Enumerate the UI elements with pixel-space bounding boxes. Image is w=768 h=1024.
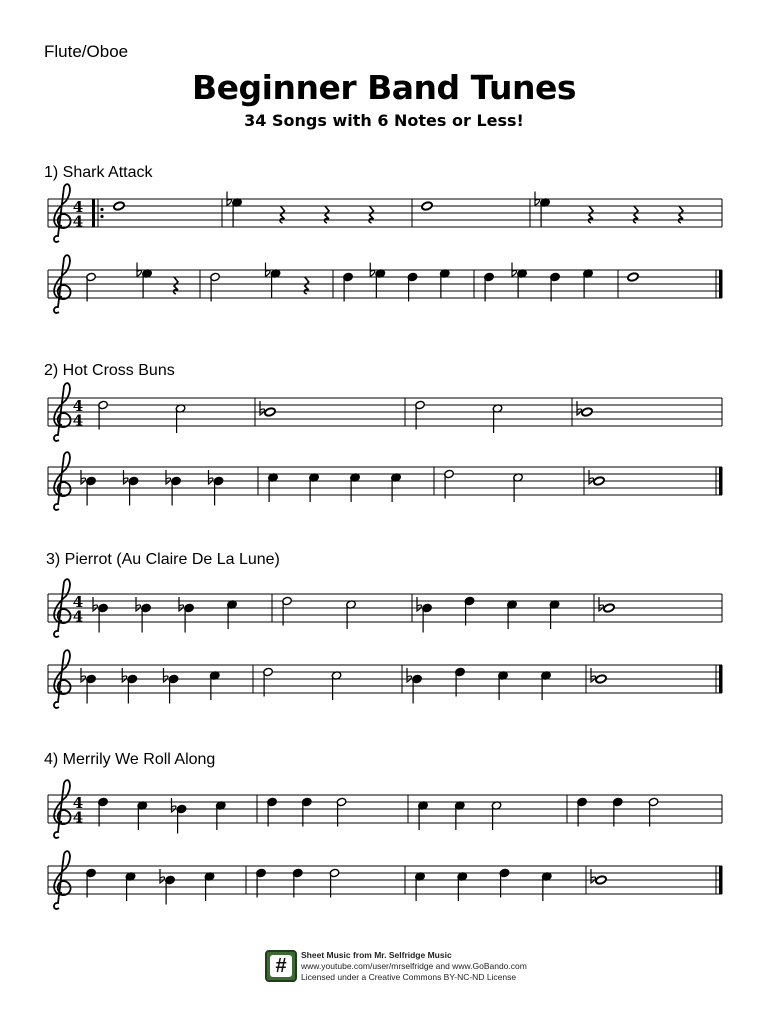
time-signature-bottom: 4 bbox=[72, 607, 84, 626]
half-note bbox=[331, 671, 342, 700]
time-signature-bottom: 4 bbox=[72, 411, 84, 430]
final-thick-barline bbox=[719, 665, 723, 693]
flat-icon bbox=[164, 668, 169, 682]
final-thick-barline bbox=[719, 866, 723, 894]
final-thick-barline bbox=[719, 467, 723, 495]
quarter-note bbox=[370, 263, 385, 299]
quarter-note bbox=[227, 600, 238, 629]
quarter-note bbox=[292, 868, 303, 897]
time-signature-bottom: 4 bbox=[72, 212, 84, 231]
sharp-icon: # bbox=[265, 950, 297, 982]
quarter-note bbox=[612, 797, 623, 826]
flat-icon bbox=[591, 869, 596, 883]
song-title: 1) Shark Attack bbox=[44, 164, 153, 181]
quarter-note bbox=[415, 872, 426, 901]
half-note bbox=[175, 404, 186, 433]
whole-note bbox=[599, 597, 615, 613]
half-note bbox=[210, 272, 221, 301]
flat-icon bbox=[124, 470, 129, 484]
quarter-note bbox=[137, 801, 148, 830]
half-note bbox=[415, 400, 426, 429]
quarter-note bbox=[204, 872, 215, 901]
quarter-note bbox=[418, 801, 429, 830]
song-title: 2) Hot Cross Buns bbox=[44, 362, 175, 379]
quarter-note bbox=[391, 473, 402, 502]
quarter-note bbox=[343, 272, 354, 301]
flat-icon bbox=[122, 668, 127, 682]
quarter-note bbox=[350, 473, 361, 502]
flat-icon bbox=[136, 597, 141, 611]
quarter-note bbox=[454, 801, 465, 830]
quarter-note bbox=[227, 192, 242, 228]
quarter-note bbox=[535, 192, 550, 228]
flat-icon bbox=[93, 597, 98, 611]
flat-icon bbox=[591, 668, 596, 682]
quarter-note bbox=[256, 868, 267, 897]
quarter-note bbox=[439, 269, 450, 298]
time-signature-top: 4 bbox=[72, 593, 84, 611]
half-note bbox=[329, 868, 340, 897]
quarter-note bbox=[268, 473, 279, 502]
quarter-note bbox=[301, 797, 312, 826]
quarter-note bbox=[464, 596, 475, 625]
half-note bbox=[263, 667, 274, 696]
flat-icon bbox=[417, 597, 422, 611]
time-signature-top: 4 bbox=[72, 397, 84, 415]
final-thick-barline bbox=[719, 270, 723, 298]
flat-icon bbox=[160, 869, 165, 883]
flat-icon bbox=[172, 798, 177, 812]
half-note bbox=[336, 797, 347, 826]
quarter-note bbox=[541, 872, 552, 901]
quarter-note bbox=[550, 272, 561, 301]
whole-note bbox=[589, 470, 605, 486]
whole-note bbox=[421, 201, 433, 211]
quarter-note bbox=[137, 263, 152, 299]
half-note bbox=[98, 400, 109, 429]
flat-icon bbox=[209, 470, 214, 484]
whole-note bbox=[577, 401, 593, 417]
quarter-note bbox=[583, 269, 594, 298]
footer-line-3: Licensed under a Creative Commons BY-NC-ND License bbox=[301, 972, 517, 982]
page-title: Beginner Band Tunes bbox=[191, 68, 577, 107]
quarter-note bbox=[541, 671, 552, 700]
quarter-note bbox=[98, 797, 109, 826]
page-subtitle: 34 Songs with 6 Notes or Less! bbox=[244, 111, 524, 130]
quarter-note bbox=[457, 872, 468, 901]
repeat-dot bbox=[100, 215, 103, 218]
quarter-note bbox=[266, 263, 281, 299]
footer-credits bbox=[301, 950, 527, 983]
whole-note bbox=[627, 272, 639, 282]
flat-icon bbox=[260, 401, 265, 415]
quarter-note bbox=[309, 473, 320, 502]
half-note bbox=[648, 797, 659, 826]
quarter-note bbox=[267, 797, 278, 826]
song-title: 4) Merrily We Roll Along bbox=[44, 751, 216, 768]
half-note bbox=[444, 469, 455, 498]
footer-line-2: www.youtube.com/user/mrselfridge and www.GoBando.com bbox=[301, 961, 527, 971]
instrument-label: Flute/Oboe bbox=[44, 42, 129, 61]
time-signature-top: 4 bbox=[72, 794, 84, 812]
quarter-note bbox=[499, 868, 510, 897]
half-note bbox=[492, 404, 503, 433]
flat-icon bbox=[166, 470, 171, 484]
whole-note bbox=[591, 869, 607, 885]
flat-icon bbox=[81, 470, 86, 484]
half-note bbox=[513, 473, 524, 502]
flat-icon bbox=[407, 668, 412, 682]
time-signature-top: 4 bbox=[72, 198, 84, 216]
quarter-note bbox=[215, 801, 226, 830]
quarter-note bbox=[577, 797, 588, 826]
repeat-start-thick-bar bbox=[92, 199, 95, 227]
song-title: 3) Pierrot (Au Claire De La Lune) bbox=[46, 551, 280, 568]
flat-icon bbox=[589, 470, 594, 484]
half-note bbox=[86, 272, 97, 301]
flat-icon bbox=[81, 668, 86, 682]
time-signature-bottom: 4 bbox=[72, 808, 84, 827]
half-note bbox=[346, 600, 357, 629]
quarter-note bbox=[549, 600, 560, 629]
repeat-dot bbox=[100, 208, 103, 211]
quarter-note bbox=[498, 671, 509, 700]
half-note bbox=[282, 596, 293, 625]
quarter-note bbox=[507, 600, 518, 629]
quarter-note bbox=[407, 272, 418, 301]
footer-line-1: Sheet Music from Mr. Selfridge Music bbox=[301, 950, 452, 960]
quarter-note bbox=[455, 667, 466, 696]
quarter-note bbox=[86, 868, 97, 897]
whole-note bbox=[113, 201, 125, 211]
flat-icon bbox=[599, 597, 604, 611]
quarter-note bbox=[209, 671, 220, 700]
flat-icon bbox=[577, 401, 582, 415]
flat-icon bbox=[179, 597, 184, 611]
whole-note bbox=[591, 668, 607, 684]
quarter-note bbox=[512, 263, 527, 299]
quarter-note bbox=[125, 872, 136, 901]
half-note bbox=[491, 801, 502, 830]
whole-note bbox=[260, 401, 276, 417]
quarter-note bbox=[484, 272, 495, 301]
